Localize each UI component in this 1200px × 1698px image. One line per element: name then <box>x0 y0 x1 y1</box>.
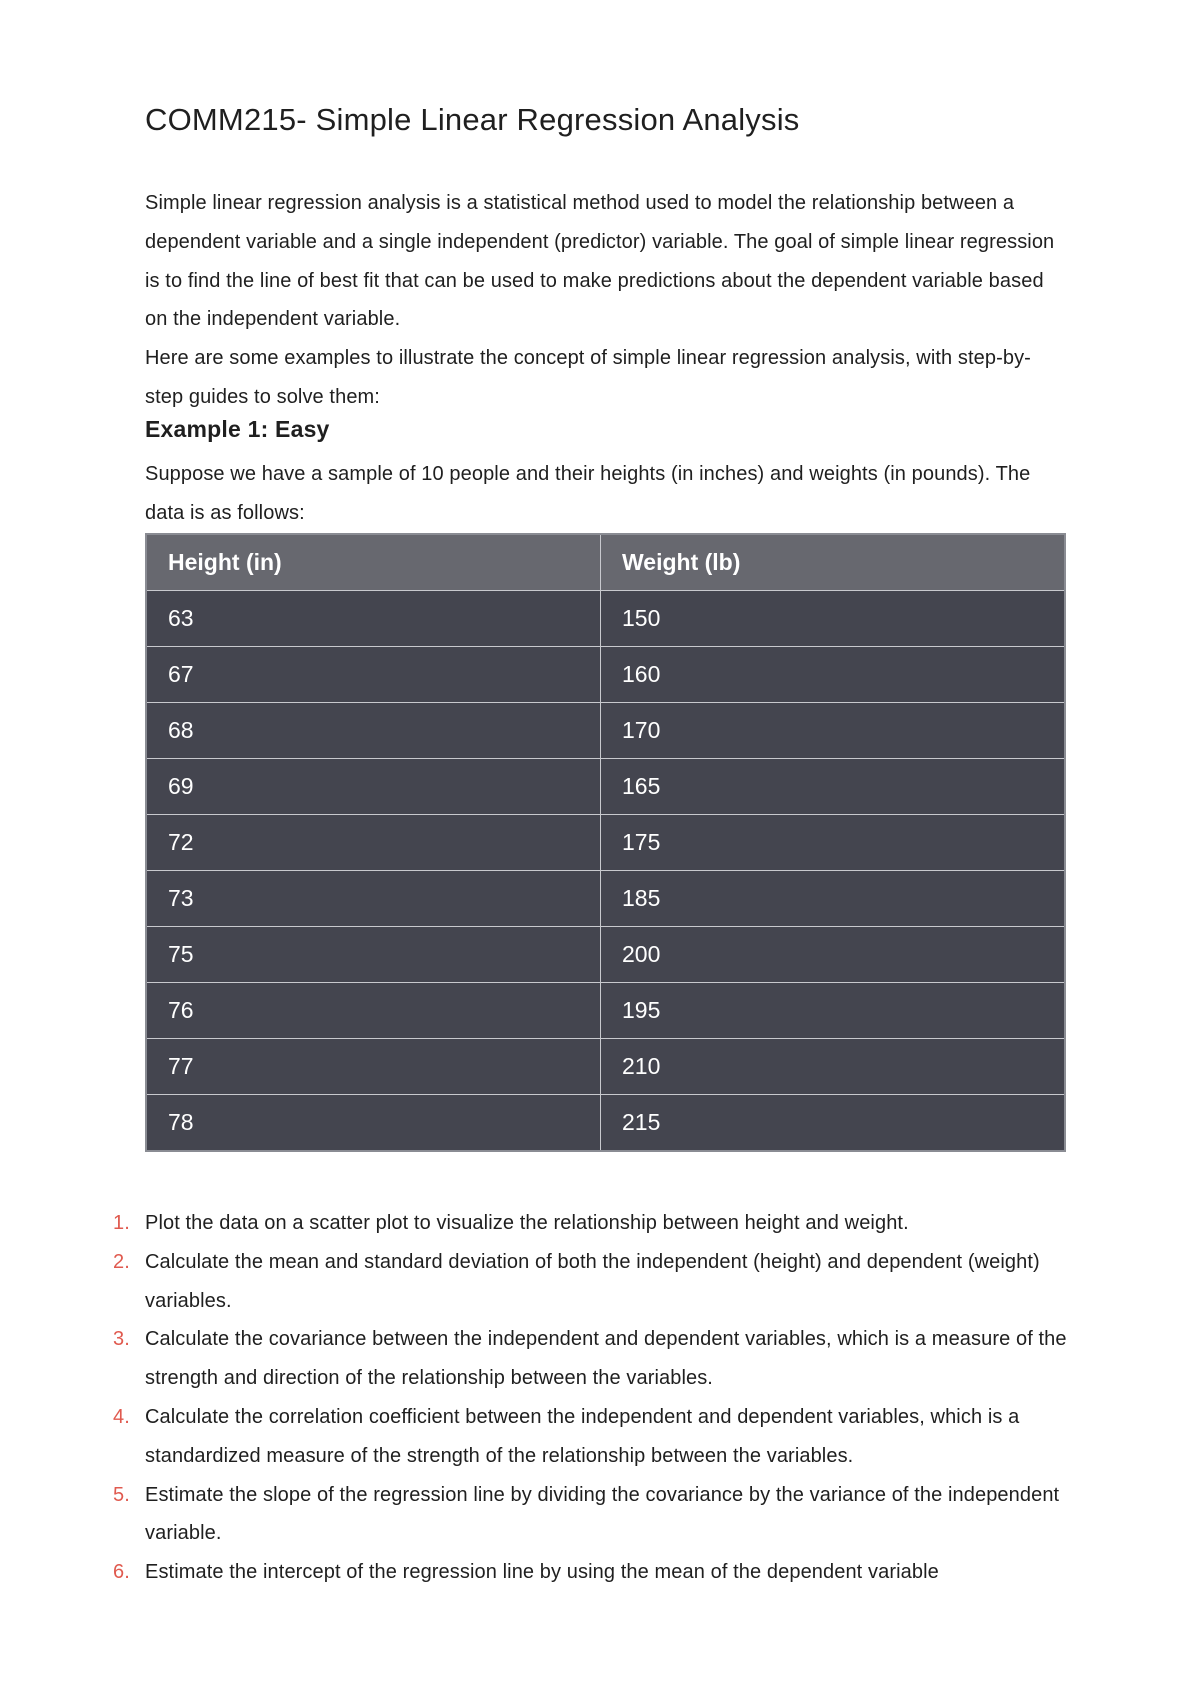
weight-cell: 160 <box>601 647 1066 703</box>
height-cell: 75 <box>146 927 601 983</box>
weight-cell: 165 <box>601 759 1066 815</box>
page-title: COMM215- Simple Linear Regression Analysis <box>145 102 800 137</box>
table-row <box>146 1095 1065 1152</box>
weight-cell: 170 <box>601 703 1066 759</box>
intro-section <box>145 184 1065 417</box>
list-item <box>113 1476 1070 1554</box>
weight-cell: 175 <box>601 815 1066 871</box>
table-row <box>146 871 1065 927</box>
table-row <box>146 703 1065 759</box>
column-header-weight: Weight (lb) <box>601 534 1066 591</box>
step-text: Calculate the correlation coefficient between the independent and dependent variables, which is a standardized measure of the strength of the relationship between the variables. <box>145 1405 1020 1467</box>
height-cell: 63 <box>146 591 601 647</box>
table-row <box>146 591 1065 647</box>
table-row <box>146 1039 1065 1095</box>
list-item <box>113 1204 1070 1243</box>
height-cell: 76 <box>146 983 601 1039</box>
weight-cell: 210 <box>601 1039 1066 1095</box>
column-header-height: Height (in) <box>146 534 601 591</box>
height-cell: 78 <box>146 1095 601 1152</box>
table-row <box>146 815 1065 871</box>
list-number: 3. <box>113 1328 130 1351</box>
list-item <box>113 1243 1070 1321</box>
list-item <box>113 1553 1070 1592</box>
height-cell: 77 <box>146 1039 601 1095</box>
height-cell: 73 <box>146 871 601 927</box>
list-number: 1. <box>113 1212 130 1234</box>
list-number: 6. <box>113 1561 130 1584</box>
list-number: 2. <box>113 1250 130 1273</box>
list-number: 4. <box>113 1405 130 1428</box>
list-item <box>113 1320 1070 1398</box>
height-cell: 68 <box>146 703 601 759</box>
table-header-row <box>146 534 1065 591</box>
list-number: 5. <box>113 1483 130 1506</box>
intro-paragraph: Simple linear regression analysis is a statistical method used to model the relationship between a dependent variable and a single independent (predictor) variable. The goal of simple linear regression is to find the line of best fit that can be used to make predictions about the dependent variable based on the independent variable. <box>145 192 1055 331</box>
step-text: Plot the data on a scatter plot to visualize the relationship between height and weight. <box>145 1212 909 1234</box>
table-row <box>146 759 1065 815</box>
steps-list <box>113 1204 1070 1592</box>
step-text: Estimate the slope of the regression line by dividing the covariance by the variance of the independent variable. <box>145 1483 1060 1545</box>
table-row <box>146 647 1065 703</box>
table-row <box>146 927 1065 983</box>
example-heading: Example 1: Easy <box>145 416 330 442</box>
weight-cell: 185 <box>601 871 1066 927</box>
height-cell: 72 <box>146 815 601 871</box>
height-weight-table <box>145 533 1066 1152</box>
step-text: Calculate the covariance between the independent and dependent variables, which is a measure of the strength and direction of the relationship between the variables. <box>145 1328 1067 1390</box>
weight-cell: 150 <box>601 591 1066 647</box>
height-cell: 67 <box>146 647 601 703</box>
example-description: Suppose we have a sample of 10 people and their heights (in inches) and weights (in pounds). The data is as follows: <box>145 463 1031 524</box>
step-text: Calculate the mean and standard deviation of both the independent (height) and dependent (weight) variables. <box>145 1250 1040 1312</box>
intro-paragraph: Here are some examples to illustrate the concept of simple linear regression analysis, with step-by-step guides to solve them: <box>145 347 1031 408</box>
weight-cell: 215 <box>601 1095 1066 1152</box>
weight-cell: 200 <box>601 927 1066 983</box>
table-row <box>146 983 1065 1039</box>
height-cell: 69 <box>146 759 601 815</box>
step-text: Estimate the intercept of the regression line by using the mean of the dependent variable <box>145 1561 939 1584</box>
weight-cell: 195 <box>601 983 1066 1039</box>
list-item <box>113 1398 1070 1476</box>
